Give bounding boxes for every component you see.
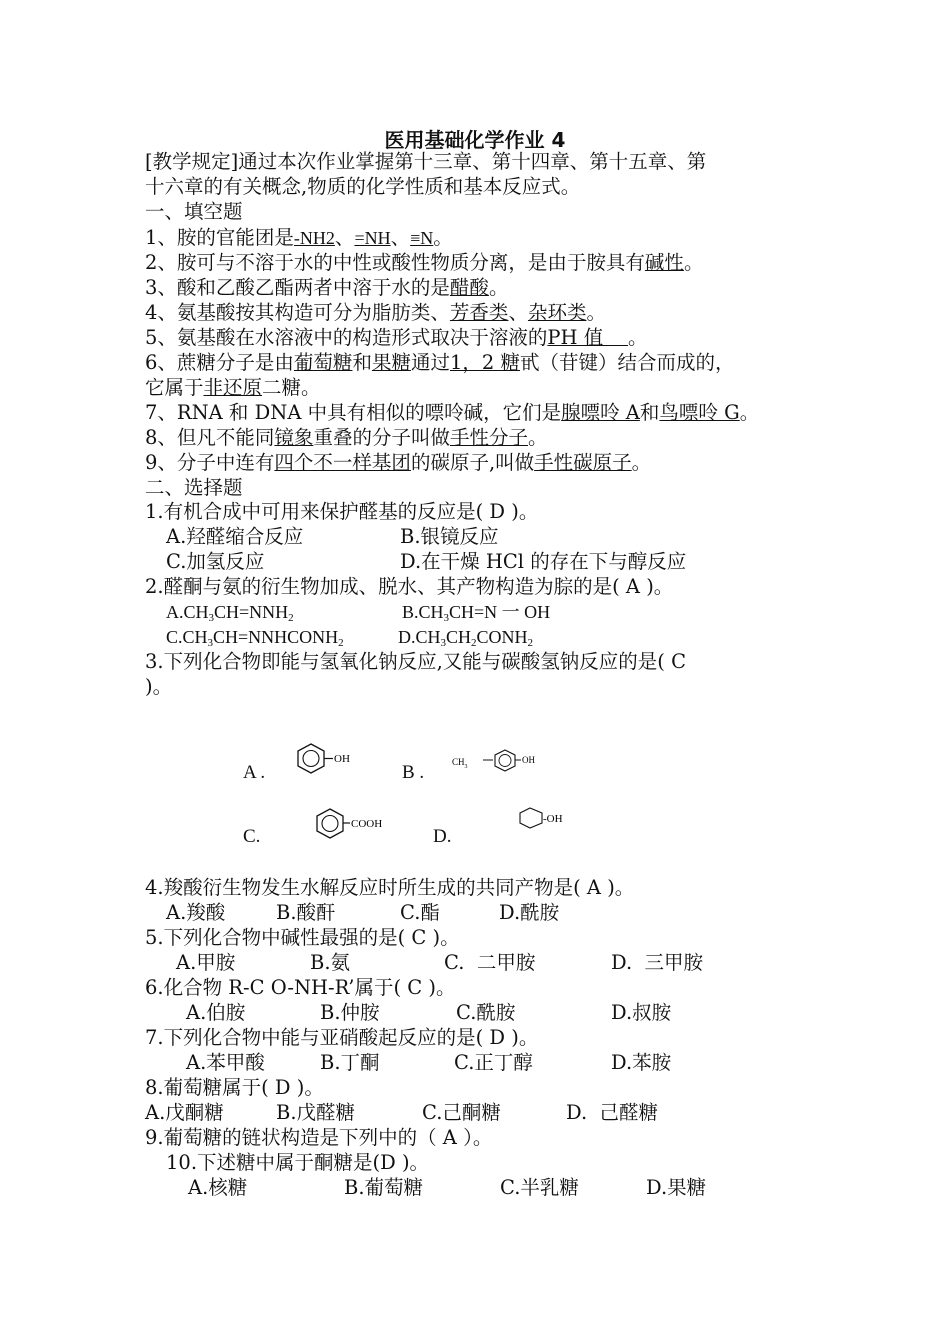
option-d: D. 己醛糖 (566, 1101, 659, 1124)
section-fill-blank: 一、填空题 (145, 200, 243, 223)
choice-q2: 2.醛酮与氨的衍生物加成、脱水、其产物构造为腙的是( A )。 (145, 575, 674, 598)
option-c-label: C. (243, 826, 261, 847)
option-b: B.银镜反应 (400, 525, 499, 548)
cyclohexanol-structure (512, 806, 582, 836)
option-c: C.酰胺 (456, 1001, 516, 1024)
option-a-label: A . (243, 762, 266, 783)
answer: 腺嘌呤 A (561, 401, 640, 424)
option-a: $A.CH_3CH=NNH_2$ (166, 602, 294, 624)
choice-q3: 3.下列化合物即能与氢氧化钠反应,又能与碳酸氢钠反应的是( C (145, 650, 687, 673)
answer: ≡N (410, 228, 434, 248)
answer: 镜象 (274, 426, 314, 449)
svg-text:OH: OH (522, 755, 535, 765)
fill-q4: 4、氨基酸按其构造可分为脂肪类、芳香类、杂环类。 (145, 301, 606, 324)
option-b: B.氨 (310, 951, 351, 974)
benzoic-acid-structure (312, 806, 392, 842)
option-c: C.己酮糖 (422, 1101, 501, 1124)
option-c: C.半乳糖 (500, 1176, 579, 1199)
document-title: 医用基础化学作业 4 (384, 128, 566, 152)
choice-q3-line2: )。 (145, 675, 173, 698)
option-a: A.核糖 (188, 1176, 248, 1199)
svg-text:COOH: COOH (351, 818, 383, 830)
option-b: B.丁酮 (320, 1051, 380, 1074)
option-d: $D.CH_3CH_2CONH_2$ (398, 627, 534, 649)
svg-text:-OH: -OH (543, 813, 563, 825)
option-c: C.正丁醇 (454, 1051, 533, 1074)
option-b: $B.CH_3CH=N$ 一 OH (402, 602, 551, 624)
answer: 鸟嘌呤 G (659, 401, 740, 424)
answer: 醋酸 (449, 276, 489, 299)
cresol-structure (450, 745, 550, 777)
answer: -NH2 (293, 228, 335, 248)
fill-q8: 8、但凡不能同镜象重叠的分子叫做手性分子。 (145, 426, 548, 449)
svg-text:CH3: $CH_3$ (452, 757, 468, 770)
option-a: A.羧酸 (166, 901, 226, 924)
intro-line-1: [教学规定]通过本次作业掌握第十三章、第十四章、第十五章、第 (145, 150, 707, 173)
option-c: C.酯 (400, 901, 440, 924)
fill-q7: 7、RNA 和 DNA 中具有相似的嘌呤碱，它们是腺嘌呤 A和鸟嘌呤 G。 (145, 401, 760, 424)
answer: 碱性 (644, 251, 684, 274)
option-a: A.苯甲酸 (186, 1051, 265, 1074)
choice-q5: 5.下列化合物中碱性最强的是( C )。 (145, 926, 460, 949)
answer: 果糖 (371, 351, 411, 374)
fill-q3: 3、酸和乙酸乙酯两者中溶于水的是醋酸。 (145, 276, 509, 299)
option-c: C. 二甲胺 (444, 951, 536, 974)
option-d: D. 三甲胺 (611, 951, 704, 974)
answer: 杂环类 (527, 301, 587, 324)
choice-q1: 1.有机合成中可用来保护醛基的反应是( D )。 (145, 500, 539, 523)
answer: 手性分子 (449, 426, 528, 449)
fill-q9: 9、分子中连有四个不一样基团的碳原子,叫做手性碳原子。 (145, 451, 652, 474)
option-b: B.仲胺 (320, 1001, 380, 1024)
option-b: B.戊醛糖 (276, 1101, 356, 1124)
choice-q10: 10.下述糖中属于酮糖是(D )。 (166, 1151, 430, 1174)
option-d: D.酰胺 (499, 901, 560, 924)
fill-q2: 2、胺可与不溶于水的中性或酸性物质分离，是由于胺具有碱性。 (145, 251, 704, 274)
option-c: $C.CH_3CH=NNHCONH_2$ (166, 627, 344, 649)
intro-line-2: 十六章的有关概念,物质的化学性质和基本反应式。 (145, 175, 581, 198)
answer: 葡萄糖 (293, 351, 353, 374)
phenol-structure (293, 740, 363, 778)
option-d: D.果糖 (646, 1176, 707, 1199)
choice-q6: 6.化合物 R-C O-NH-R’属于( C )。 (145, 976, 456, 999)
option-a: A.戊酮糖 (145, 1101, 224, 1124)
option-d: D.苯胺 (611, 1051, 672, 1074)
option-d-label: D. (433, 826, 452, 847)
choice-q8: 8.葡萄糖属于( D )。 (145, 1076, 324, 1099)
fill-q1: 1、胺的官能团是-NH2、=NH、≡N。 (145, 226, 453, 249)
svg-text:OH: OH (334, 753, 350, 765)
answer: 非还原 (203, 376, 263, 399)
answer: 1，2 糖 (449, 351, 520, 374)
fill-q5: 5、氨基酸在水溶液中的构造形式取决于溶液的PH 值 。 (145, 326, 648, 349)
choice-q9: 9.葡萄糖的链状构造是下列中的（ A ）。 (145, 1126, 493, 1149)
option-b-label: B . (402, 762, 425, 783)
fill-q6: 6、蔗糖分子是由葡萄糖和果糖通过1，2 糖甙（苷键）结合而成的， (145, 351, 735, 374)
answer: PH 值 (547, 326, 629, 349)
choice-q7: 7.下列化合物中能与亚硝酸起反应的是( D )。 (145, 1026, 539, 1049)
option-d: D.在干燥 HCl 的存在下与醇反应 (400, 550, 687, 573)
option-a: A.甲胺 (176, 951, 236, 974)
option-b: B.酸酐 (276, 901, 336, 924)
option-c: C.加氢反应 (166, 550, 265, 573)
section-choice: 二、选择题 (145, 476, 243, 499)
answer: =NH (354, 228, 391, 248)
choice-q4: 4.羧酸衍生物发生水解反应时所生成的共同产物是( A )。 (145, 876, 635, 899)
option-b: B.葡萄糖 (344, 1176, 424, 1199)
option-a: A.伯胺 (186, 1001, 246, 1024)
answer: 四个不一样基团 (274, 451, 411, 474)
option-d: D.叔胺 (611, 1001, 672, 1024)
answer: 芳香类 (449, 301, 509, 324)
option-a: A.羟醛缩合反应 (166, 525, 304, 548)
fill-q6-line2: 它属于非还原二糖。 (145, 376, 321, 399)
answer: 手性碳原子 (534, 451, 632, 474)
